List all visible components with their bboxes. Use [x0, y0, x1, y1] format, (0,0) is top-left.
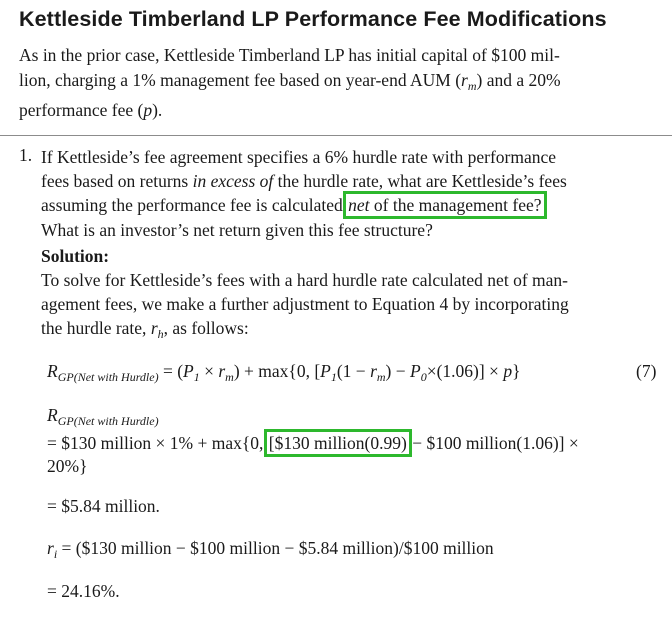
emphasis-text: net — [348, 195, 370, 216]
var-r: r — [218, 361, 226, 381]
subscript-h: h — [157, 327, 164, 342]
question-number: 1. — [19, 145, 33, 165]
question-line-1: If Kettleside’s fee agreement specifies a 6% hurdle rate with performance — [41, 147, 557, 167]
eq-text: ×(1.06)] × — [426, 361, 504, 381]
var-R: R — [47, 405, 58, 425]
equation-7 — [47, 361, 520, 385]
net-return-equation — [47, 538, 494, 562]
question-line-4: What is an investor’s net return given this fee structure? — [41, 219, 433, 240]
eq-text: ) − — [385, 361, 410, 381]
var-p: p — [143, 100, 153, 120]
calc-heading — [47, 405, 159, 429]
highlight-box-calculation: [$130 million(0.99) — [268, 433, 407, 453]
page-title: Kettleside Timberland LP Performance Fee Modifications — [19, 7, 607, 31]
equation-number: (7) — [636, 361, 657, 381]
var-p: p — [503, 361, 513, 381]
intro-line-3 — [19, 98, 659, 123]
eq-text: × — [199, 361, 219, 381]
emphasis-text: in excess of — [192, 171, 274, 192]
var-R: R — [47, 361, 58, 381]
var-r: r — [150, 318, 158, 339]
subscript-gp: GP(Net with Hurdle) — [57, 414, 159, 428]
intro-line-2 — [19, 68, 659, 99]
question-body — [41, 145, 666, 347]
intro-line-1: As in the prior case, Kettleside Timberland LP has initial capital of $100 mil- — [19, 45, 560, 65]
solution-line-3 — [41, 316, 666, 346]
subscript-gp: GP(Net with Hurdle) — [57, 370, 159, 384]
intro-text: performance fee ( — [19, 100, 144, 120]
subscript-0: 0 — [420, 370, 427, 384]
question-line-3 — [41, 193, 666, 217]
intro-paragraph — [19, 43, 659, 123]
highlight-box-net-of-fee — [347, 195, 542, 215]
calc-line-1 — [47, 433, 579, 454]
var-P: P — [183, 361, 194, 381]
var-P: P — [410, 361, 421, 381]
subscript-m: m — [467, 78, 477, 93]
question-line-2 — [41, 169, 666, 193]
eq-text: ) + max{0, [ — [233, 361, 321, 381]
solution-line-1: To solve for Kettleside’s fees with a hard hurdle rate calculated net of man- — [41, 270, 568, 291]
subscript-m: m — [376, 370, 386, 384]
subscript-i: i — [53, 547, 58, 561]
eq-text: = ( — [158, 361, 184, 381]
solution-label: Solution: — [41, 245, 110, 266]
subscript-m: m — [225, 370, 234, 384]
eq-text: = $130 million × 1% + max{0, — [47, 433, 268, 453]
eq-text: − $100 million(1.06)] × — [407, 433, 579, 453]
solution-text: the hurdle rate, — [41, 318, 151, 339]
result-fee: = $5.84 million. — [47, 496, 160, 516]
solution-line-2: agement fees, we make a further adjustment to Equation 4 by incorporating — [41, 294, 569, 315]
question-text: fees based on returns — [41, 171, 193, 192]
var-P: P — [320, 361, 331, 381]
highlighted-text: of the management fee? — [369, 195, 542, 216]
calc-line-2: 20%} — [47, 456, 88, 476]
question-text: the hurdle rate, what are Kettleside’s fees — [273, 171, 567, 192]
eq-text: = ($130 million − $100 million − $5.84 million)/$100 million — [57, 538, 494, 558]
intro-text: ). — [152, 100, 163, 120]
question-text: assuming the performance fee is calculated — [41, 195, 348, 216]
subscript-1: 1 — [193, 370, 200, 384]
result-net-return: = 24.16%. — [47, 581, 120, 601]
solution-text: , as follows: — [163, 318, 249, 339]
eq-text: } — [512, 361, 521, 381]
subscript-1: 1 — [330, 370, 337, 384]
eq-text: (1 − — [336, 361, 371, 381]
var-r: r — [461, 69, 468, 90]
var-r: r — [47, 538, 54, 558]
intro-text: ) and a 20% — [476, 69, 561, 90]
intro-text: lion, charging a 1% management fee based on year-end AUM ( — [19, 69, 462, 90]
section-divider — [0, 135, 672, 136]
var-r: r — [370, 361, 377, 381]
